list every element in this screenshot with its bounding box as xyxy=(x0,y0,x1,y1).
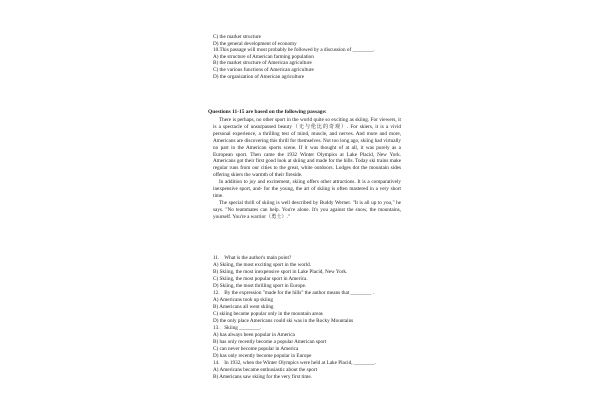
question-number: 14. xyxy=(213,360,220,366)
option-line: A) Skiing, the most exciting sport in the world. xyxy=(213,262,311,268)
option-line: C) the various functions of American agriculture xyxy=(213,66,314,73)
question-stem xyxy=(213,290,401,297)
section-heading: Questions 11-15 are based on the following passage: xyxy=(208,109,327,115)
option-line: D) the general development of economy xyxy=(213,40,297,47)
option-line: A) the structure of American farming population xyxy=(213,53,314,60)
question-stem xyxy=(213,360,401,367)
question-stem xyxy=(213,255,401,262)
option-line: D) Skiing, the most thrilling sport in Europe. xyxy=(213,283,307,289)
option-line: B) the market structure of American agriculture xyxy=(213,60,312,67)
question-number: 13. xyxy=(213,325,220,331)
option-line: D) has only recently become popular in Europe xyxy=(213,353,312,359)
option-line: A) has always been popular in America xyxy=(213,332,295,338)
question-number: 12. xyxy=(213,290,220,296)
option-line: B) Americans saw skiing for the very first time. xyxy=(213,374,312,380)
option-line: A) Americans became enthusiastic about the sport xyxy=(213,367,318,373)
question-text: By the expression "made for the hills" the author means that ________ . xyxy=(224,290,374,296)
previous-question-block xyxy=(213,34,401,80)
question-text: Skiing ________. xyxy=(224,325,262,331)
option-line: C) Skiing, the most popular sport in America. xyxy=(213,276,308,282)
option-line: D) the organization of American agriculture xyxy=(213,73,305,80)
reading-passage xyxy=(213,117,401,221)
question-text: What is the author's main point? xyxy=(224,255,292,261)
question-text: In 1932, when the Winter Olympics were held at Lake Placid, ________. xyxy=(224,360,376,366)
option-line: C) skiing became popular only in the mountain areas xyxy=(213,311,323,317)
option-line: A) Americans took up skiing xyxy=(213,297,273,303)
option-line: B) Skiing, the most inexpensive sport in Lake Placid, New York. xyxy=(213,269,348,275)
option-line: C) the market structure xyxy=(213,34,261,40)
question-number: 11. xyxy=(213,255,220,261)
question-stem xyxy=(213,325,401,332)
passage-paragraph: There is perhaps, no other sport in the world quite so exciting as skiing. For viewers, it is a spectacle of unsurpassed beauty（无与伦比的奇观）. For skiers, it is a vivid personal experience, a thrilling test of mind, muscle, and nerves. And more and more, Americans are discovering this thrill for themselves. Not too long ago, skiing had virtually no part in the American sports scene. If it was thought of at all, it was purely as a European sport. Then came the 1932 Winter Olympics at Lake Placid, New York. Americans got their first good look at skiing and made for the hills. Today ski trains make regular runs from our cities to the great, white outdoors. Lodges dot the mountain sides offering skiers the warmth of their fireside. xyxy=(213,117,402,179)
option-line: C) can never become popular in America xyxy=(213,346,299,352)
passage-paragraph: In addition to joy and excitement, skiing offers other attractions. It is a comparatively inexpensive sport, and- for the young, the art of skiing is often mastered in a very short time. xyxy=(213,179,401,199)
passage-paragraph: The special thrill of skiing is well described by Buddy Werner. "It is all up to you," he says. "No teammates can help. You're alone. It's you against the snow, the mountains, yourself. You're a warrior（勇士）." xyxy=(213,199,401,220)
question-stem: 10.This passage will most probably be followed by a discussion of ________. xyxy=(213,47,375,54)
question-list xyxy=(213,255,401,381)
option-line: B) has only recently become a popular American sport xyxy=(213,339,327,345)
option-line: B) Americans all went skiing xyxy=(213,304,274,310)
option-line: D) the only place Americans could ski was in the Rocky Mountains xyxy=(213,318,354,324)
